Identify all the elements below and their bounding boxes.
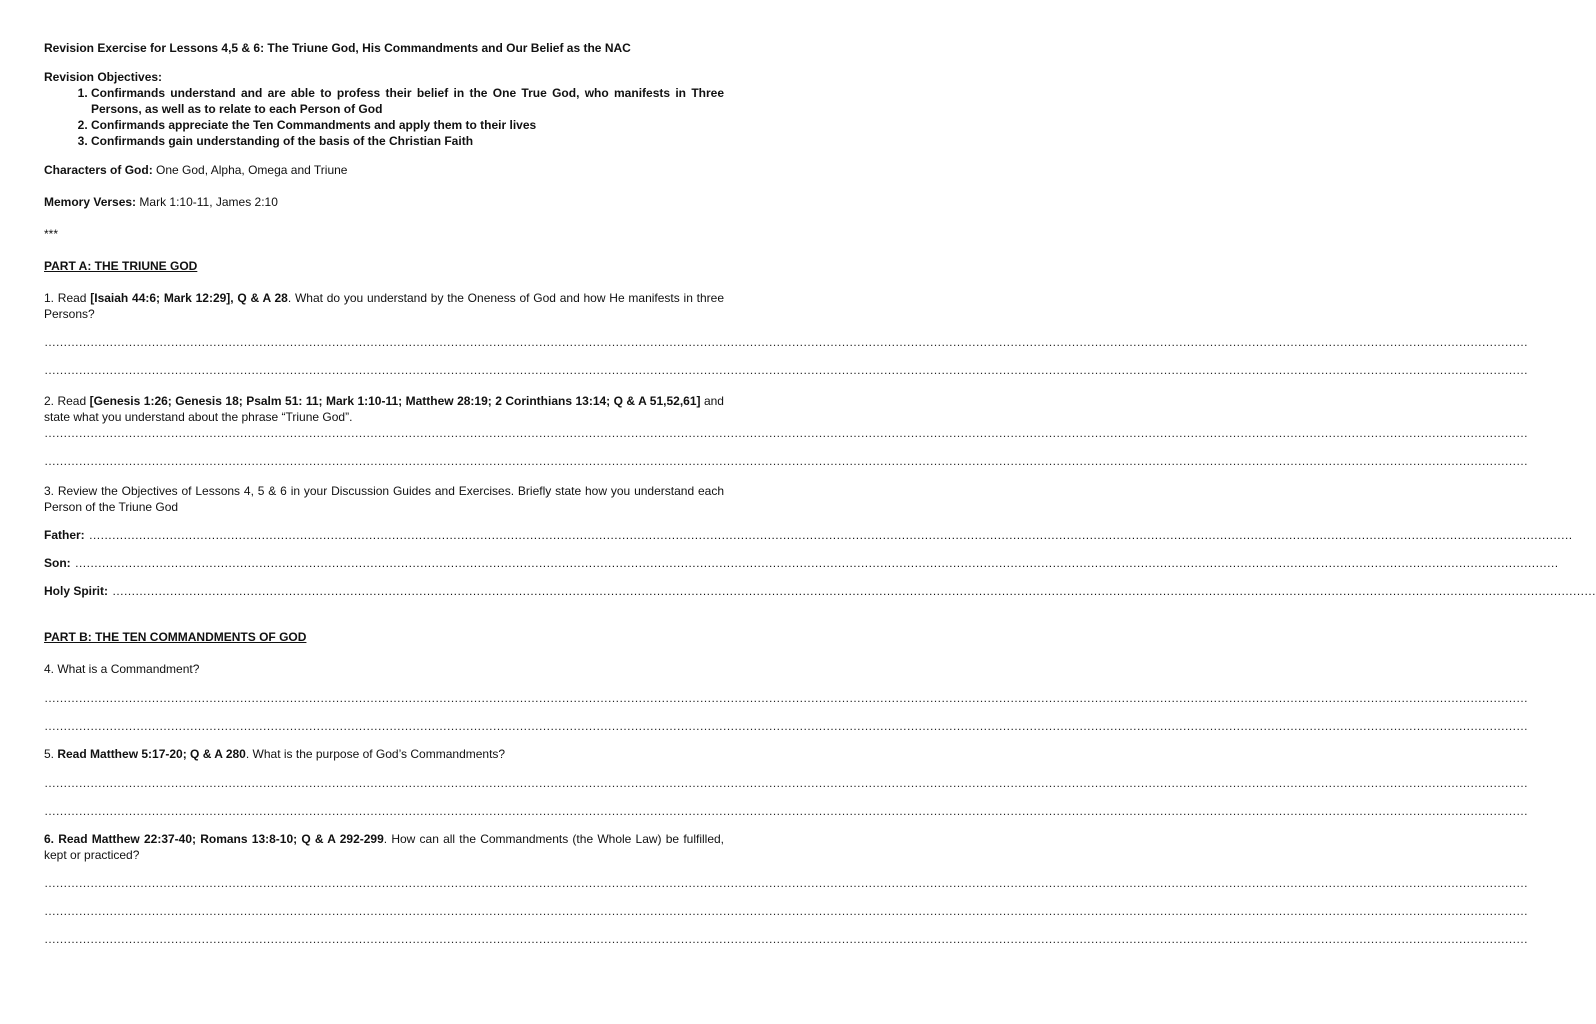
q5-num: 5. [44, 747, 58, 761]
answer-line[interactable]: ……………………………………………………………………………………………………………………………………………………………………………………………………………………………………………………………………………………………………………………………………………………… [44, 335, 1528, 349]
answer-line[interactable]: ……………………………………………………………………………………………………………………………………………………………………………………………………………………………………………………………………………………………………………………………………………………… [44, 426, 1528, 440]
q6-text: . How can all the Commandments (the Whole Law) be fulfilled, kept or practiced? [44, 832, 725, 862]
q2-num: 2. Read [44, 394, 90, 408]
objectives-list [44, 85, 724, 149]
answer-line[interactable]: ……………………………………………………………………………………………………………………………………………………………………………………………………………………………………………………………………………………………………………………………………………………… [44, 719, 1528, 733]
answer-line[interactable]: ……………………………………………………………………………………………………………………………………………………………………………………………………………………………………………………………………………………………………………………………………………………… [44, 904, 1528, 918]
question-1 [44, 290, 724, 322]
q1-ref: [Isaiah 44:6; Mark 12:29], Q & A 28 [90, 291, 288, 305]
answer-line[interactable]: ……………………………………………………………………………………………………………………………………………………………………………………………………………………………………………………………………………………………………………………………………………………… [44, 454, 1528, 468]
objective-item: 2. Confirmands appreciate the Ten Commandments and apply them to their lives [91, 117, 724, 133]
father-answer[interactable] [44, 527, 1573, 543]
answer-line[interactable]: ……………………………………………………………………………………………………………………………………………………………………………………………………………………………………………………………………………………………………………………………………………………… [44, 691, 1528, 705]
holy-spirit-label: Holy Spirit: [44, 584, 109, 598]
part-b-heading: PART B: THE TEN COMMANDMENTS OF GOD [44, 630, 307, 644]
memory-label: Memory Verses: [44, 195, 137, 209]
answer-line[interactable]: ……………………………………………………………………………………………………………………………………………………………………………………………………………………………………………………………………………………………………………………………………………………… [44, 363, 1528, 377]
answer-line[interactable]: ……………………………………………………………………………………………………………………………………………………………………………………………………………………………………………………………………………………………………………………………………………………… [44, 776, 1528, 790]
q6-ref: 6. Read Matthew 22:37-40; Romans 13:8-10; Q & A 292-299 [44, 832, 384, 846]
holy-spirit-answer[interactable] [44, 583, 1596, 599]
son-label: Son: [44, 556, 71, 570]
q1-num: 1. Read [44, 291, 91, 305]
son-answer-line[interactable]: ……………………………………………………………………………………………………………………………………………………………………………………………………………………………………………………………………………………………………………………………………………………… [74, 556, 1559, 570]
q2-text: and state what you understand about the phrase “Triune God”. [44, 394, 724, 424]
question-4: 4. What is a Commandment? [44, 662, 200, 676]
q2-ref: [Genesis 1:26; Genesis 18; Psalm 51: 11; Mark 1:10-11; Matthew 28:19; 2 Corinthians 13:14; Q & A 51,52,61] [89, 394, 701, 408]
characters-label: Characters of God: [44, 163, 153, 177]
characters-value: One God, Alpha, Omega and Triune [152, 163, 348, 177]
separator: *** [44, 227, 59, 241]
objective-item: 1. Confirmands understand and are able to profess their belief in the One True God, who manifests in Three Persons, as well as to relate to each Person of God [91, 85, 724, 117]
page-title: Revision Exercise for Lessons 4,5 & 6: The Triune God, His Commandments and Our Belief as the NAC [44, 41, 631, 55]
question-6 [44, 831, 724, 863]
q5-ref: Read Matthew 5:17-20; Q & A 280 [57, 747, 246, 761]
memory-verses [44, 194, 724, 210]
son-answer[interactable] [44, 555, 1559, 571]
answer-line[interactable]: ……………………………………………………………………………………………………………………………………………………………………………………………………………………………………………………………………………………………………………………………………………………… [44, 804, 1528, 818]
objective-item: 3. Confirmands gain understanding of the basis of the Christian Faith [91, 133, 724, 149]
objectives-heading: Revision Objectives: [44, 70, 163, 84]
question-3: 3. Review the Objectives of Lessons 4, 5 & 6 in your Discussion Guides and Exercises. Briefly state how you understand each Person of the Triune God [44, 484, 724, 514]
question-5 [44, 746, 724, 762]
characters-of-god [44, 162, 724, 178]
father-label: Father: [44, 528, 85, 542]
holy-spirit-answer-line[interactable]: ……………………………………………………………………………………………………………………………………………………………………………………………………………………………………………………………………………………………………………………………………………………… [112, 584, 1596, 598]
father-answer-line[interactable]: ……………………………………………………………………………………………………………………………………………………………………………………………………………………………………………………………………………………………………………………………………………………… [88, 528, 1573, 542]
question-2 [44, 393, 724, 425]
q1-text: . What do you understand by the Oneness of God and how He manifests in three Persons? [44, 291, 724, 321]
part-a-heading: PART A: THE TRIUNE GOD [44, 259, 198, 273]
answer-line[interactable]: ……………………………………………………………………………………………………………………………………………………………………………………………………………………………………………………………………………………………………………………………………………………… [44, 876, 1528, 890]
q5-text: . What is the purpose of God’s Commandments? [245, 747, 506, 761]
memory-value: Mark 1:10-11, James 2:10 [136, 195, 278, 209]
answer-line[interactable]: ……………………………………………………………………………………………………………………………………………………………………………………………………………………………………………………………………………………………………………………………………………………… [44, 932, 1528, 946]
